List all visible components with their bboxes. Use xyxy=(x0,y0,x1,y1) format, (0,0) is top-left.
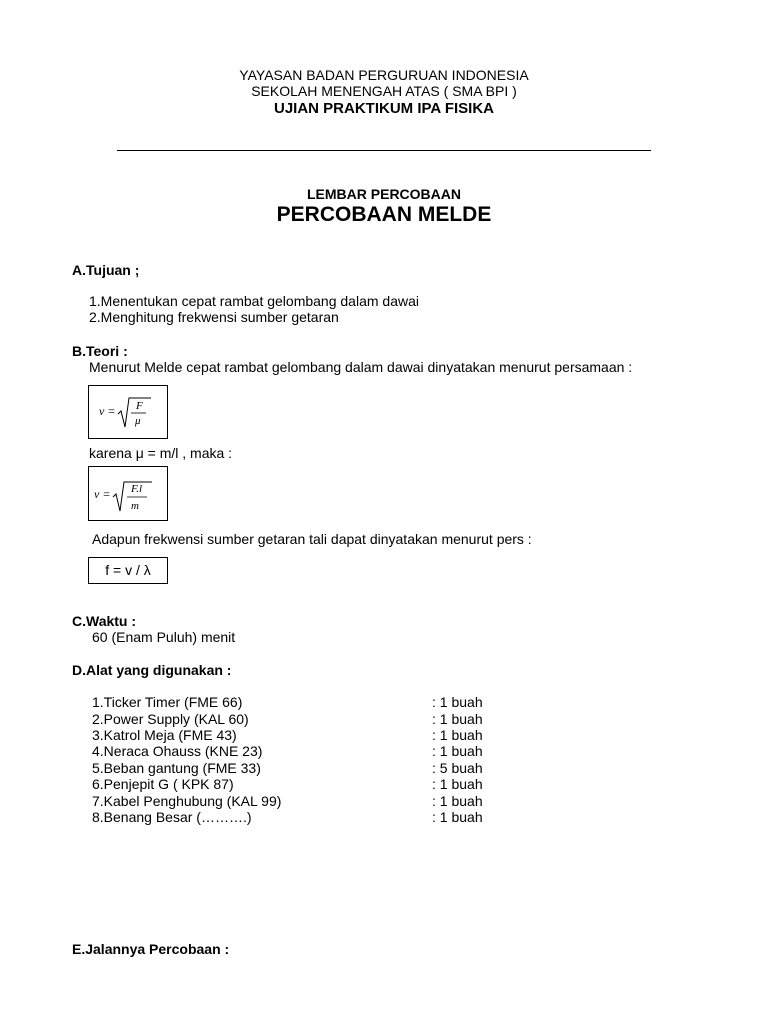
section-d-heading: D.Alat yang digunakan : xyxy=(72,662,232,678)
page-title: PERCOBAAN MELDE xyxy=(276,203,492,226)
equipment-name: 7.Kabel Penghubung (KAL 99) xyxy=(92,793,282,809)
formula1-lhs: v = xyxy=(99,404,116,418)
equipment-name: 3.Katrol Meja (FME 43) xyxy=(92,727,237,743)
equipment-qty: : 1 buah xyxy=(432,743,483,759)
equipment-name: 4.Neraca Ohauss (KNE 23) xyxy=(92,743,263,759)
formula2-denominator: m xyxy=(131,500,139,512)
section-b-heading: B.Teori : xyxy=(72,343,128,359)
list-item: 2.Menghitung frekwensi sumber getaran xyxy=(89,309,339,325)
adapun-text: Adapun frekwensi sumber getaran tali dapat dinyatakan menurut pers : xyxy=(92,531,532,547)
equipment-name: 5.Beban gantung (FME 33) xyxy=(92,760,261,776)
list-item: 1.Menentukan cepat rambat gelombang dalam dawai xyxy=(89,293,419,309)
equipment-qty: : 1 buah xyxy=(432,711,483,727)
school-name: SEKOLAH MENENGAH ATAS ( SMA BPI ) xyxy=(251,83,517,99)
formula-box-velocity xyxy=(88,385,168,439)
formula1-denominator: μ xyxy=(135,415,141,427)
equipment-qty: : 1 buah xyxy=(432,694,483,710)
equipment-qty: : 5 buah xyxy=(432,760,483,776)
equipment-qty: : 1 buah xyxy=(432,809,483,825)
formula2-numerator: F.l xyxy=(131,483,143,495)
exam-title: UJIAN PRAKTIKUM IPA FISIKA xyxy=(273,100,494,117)
sqrt-formula-2 xyxy=(89,467,167,520)
equipment-name: 6.Penjepit G ( KPK 87) xyxy=(92,776,234,792)
time-value: 60 (Enam Puluh) menit xyxy=(92,629,236,645)
formula1-numerator: F xyxy=(136,400,143,412)
formula-box-velocity-2 xyxy=(88,466,168,521)
section-c-heading: C.Waktu : xyxy=(72,613,137,629)
frequency-formula: f = v / λ xyxy=(105,562,151,578)
sqrt-formula-1 xyxy=(89,386,167,438)
equipment-qty: : 1 buah xyxy=(432,727,483,743)
sheet-label: LEMBAR PERCOBAAN xyxy=(307,186,461,202)
karena-text: karena μ = m/l , maka : xyxy=(89,445,233,461)
equipment-name: 1.Ticker Timer (FME 66) xyxy=(92,694,243,710)
header-divider xyxy=(117,150,651,151)
foundation-name: YAYASAN BADAN PERGURUAN INDONESIA xyxy=(239,67,529,83)
formula2-lhs: v = xyxy=(94,487,111,501)
formula-box-frequency xyxy=(88,557,168,584)
equipment-qty: : 1 buah xyxy=(432,793,483,809)
section-e-heading: E.Jalannya Percobaan : xyxy=(72,941,230,957)
theory-intro: Menurut Melde cepat rambat gelombang dalam dawai dinyatakan menurut persamaan : xyxy=(89,359,633,375)
equipment-name: 8.Benang Besar (……….) xyxy=(92,809,252,825)
section-a-heading: A.Tujuan ; xyxy=(72,262,140,278)
equipment-qty: : 1 buah xyxy=(432,776,483,792)
equipment-name: 2.Power Supply (KAL 60) xyxy=(92,711,249,727)
